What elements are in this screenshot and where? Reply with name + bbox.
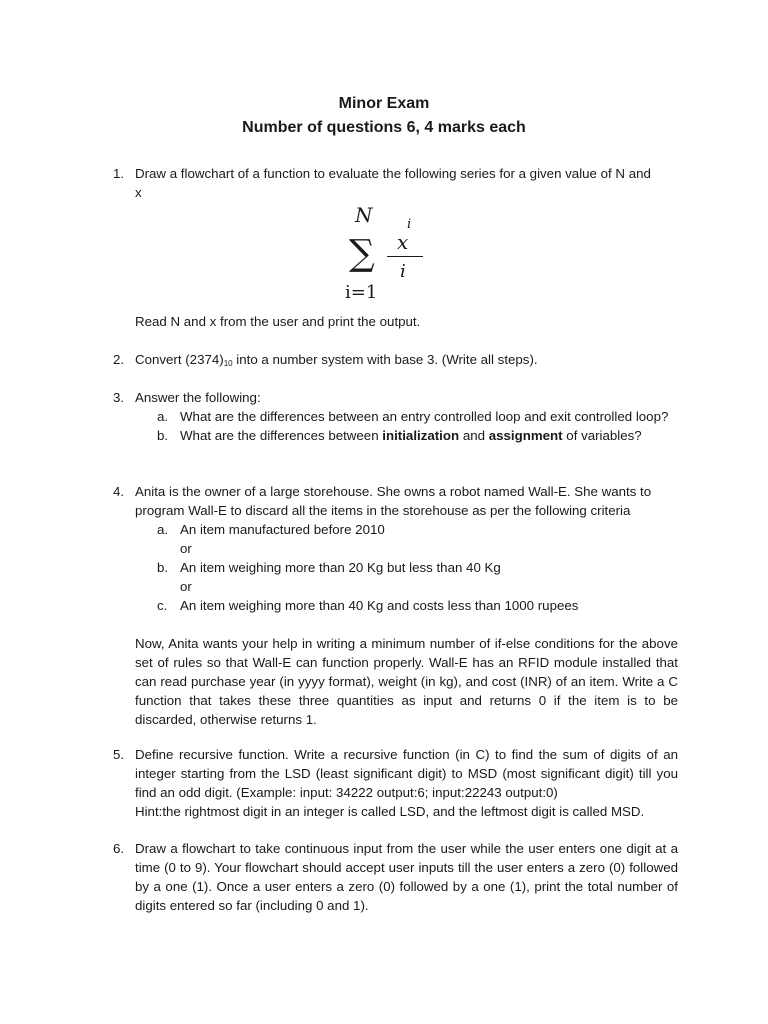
question-2-post: into a number system with base 3. (Write all steps).: [232, 352, 538, 367]
part-text: What are the differences between an entry controlled loop and exit controlled loop?: [180, 409, 669, 424]
part-text-pre: What are the differences between: [180, 428, 383, 443]
series-formula: [335, 203, 435, 303]
question-3-part-a: [135, 407, 678, 426]
question-3-intro: Answer the following:: [135, 390, 261, 405]
or-connector: or: [180, 541, 192, 556]
bold-assignment: assignment: [488, 428, 563, 443]
question-4-intro: Anita is the owner of a large storehouse. She owns a robot named Wall-E. She wants to program Wall-E to discard all the items in the storehouse as per the following criteria: [135, 484, 652, 518]
formula-denominator: i: [400, 261, 406, 282]
question-6: [113, 839, 678, 915]
question-1-after: [113, 312, 678, 331]
question-number: 5.: [113, 747, 125, 762]
part-letter: c.: [157, 598, 168, 613]
question-4-paragraph: Now, Anita wants your help in writing a minimum number of if-else conditions for the above set of rules so that Wall-E can function properly. Wall-E has an RFID module installed that can read purchase year (in yyyy format), weight (in kg), and cost (INR) of an item. Write a C function that takes these three quantities as input and returns 0 if the item is to be discarded, otherwise returns 1.: [135, 636, 678, 727]
formula-upper-limit: N: [355, 203, 373, 227]
question-number: 6.: [113, 841, 125, 856]
question-1-instruction: Read N and x from the user and print the output.: [135, 314, 421, 329]
exam-subtitle: Number of questions 6, 4 marks each: [242, 119, 526, 136]
formula-sigma: ∑: [349, 233, 375, 274]
part-text: An item weighing more than 20 Kg but less than 40 Kg: [180, 560, 501, 575]
formula-exponent: i: [407, 217, 412, 232]
question-number: 4.: [113, 484, 125, 499]
question-3-part-b: [135, 426, 678, 445]
part-text: An item weighing more than 40 Kg and costs less than 1000 rupees: [180, 598, 579, 613]
part-text-post: of variables?: [562, 428, 642, 443]
question-2-text: [135, 350, 678, 373]
question-2: [113, 350, 678, 373]
question-4-part-c: [135, 596, 678, 615]
part-letter: a.: [157, 522, 169, 537]
question-5: [113, 745, 678, 821]
question-1-line2: x: [135, 185, 142, 200]
question-3: [113, 388, 678, 445]
part-text-mid: and: [459, 428, 489, 443]
question-number: 3.: [113, 390, 125, 405]
part-text: An item manufactured before 2010: [180, 522, 385, 537]
question-5-text: Define recursive function. Write a recursive function (in C) to find the sum of digits of an integer starting from the LSD (least significant digit) to MSD (most significant digit) till you find an odd digit. (Example: input: 34222 output:6; input:22243 output:0): [135, 747, 678, 800]
part-letter: a.: [157, 409, 169, 424]
exam-title: Minor Exam: [338, 95, 430, 112]
formula-lower-limit: i=1: [345, 282, 378, 303]
question-5-hint: Hint:the rightmost digit in an integer is called LSD, and the leftmost digit is called MSD.: [135, 804, 645, 819]
question-number: 1.: [113, 166, 125, 181]
formula-numerator: x: [397, 230, 409, 254]
question-6-text: Draw a flowchart to take continuous input from the user while the user enters one digit at a time (0 to 9). Your flowchart should accept user inputs till the user enters a zero (0) followed by a one (1). Once a user enters a zero (0) followed by a one (1), print the total number of digits entered so far (including 0 and 1).: [135, 841, 678, 913]
or-connector: or: [180, 579, 192, 594]
question-1: [113, 164, 678, 202]
question-number: 2.: [113, 352, 125, 367]
part-letter: b.: [157, 560, 169, 575]
question-4-part-b: [135, 558, 678, 577]
part-letter: b.: [157, 428, 169, 443]
base-subscript: 10: [223, 359, 233, 368]
question-4: [113, 482, 678, 729]
bold-initialization: initialization: [382, 428, 460, 443]
question-1-line1: Draw a flowchart of a function to evaluate the following series for a given value of N and: [135, 166, 651, 181]
formula-fraction-bar: [387, 256, 423, 257]
question-4-part-a: [135, 520, 678, 539]
question-2-pre: Convert (2374): [135, 352, 224, 367]
